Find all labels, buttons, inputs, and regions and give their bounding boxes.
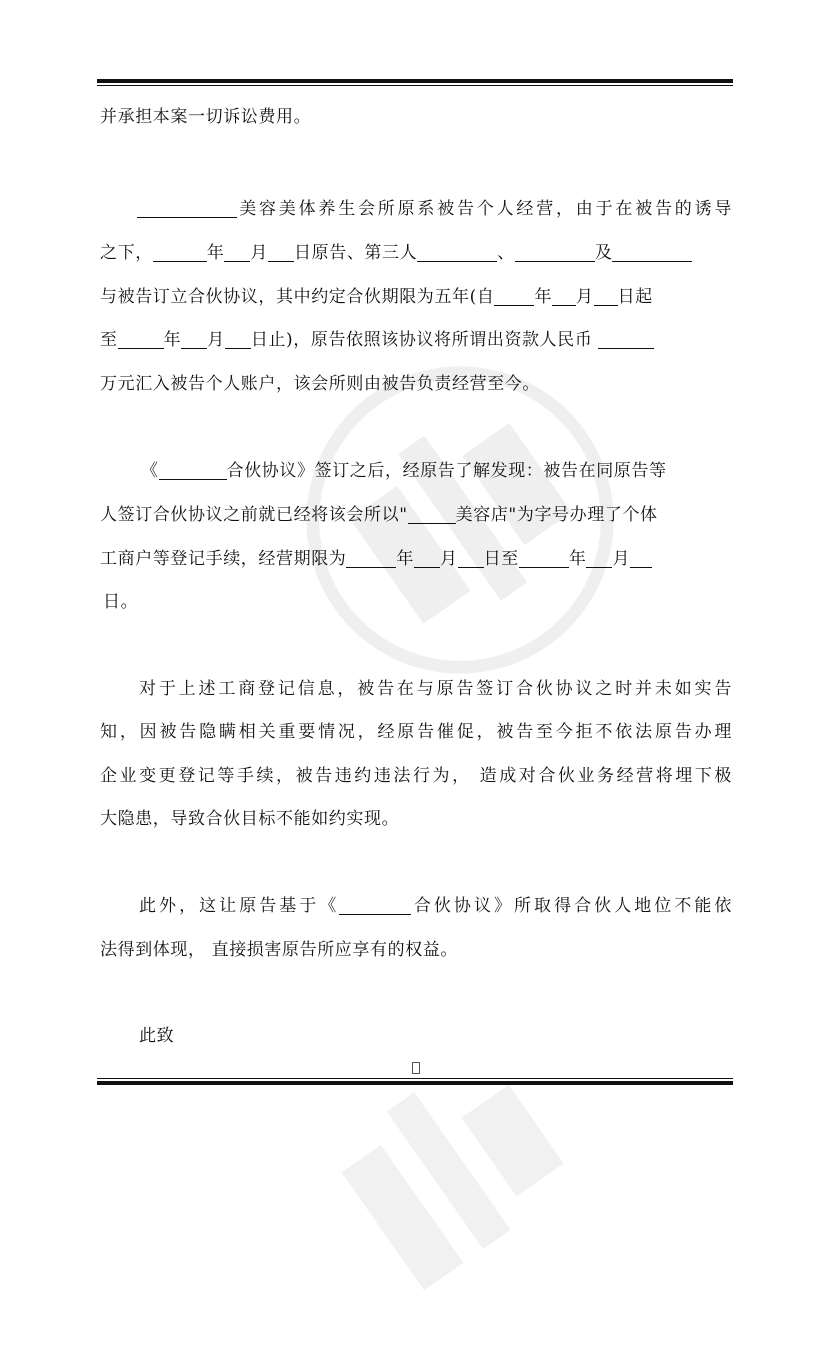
blank-field [346, 547, 396, 568]
p3-line4: 大隐患，导致合伙目标不能如约实现。 [100, 809, 400, 829]
watermark-logo-partial [294, 1009, 605, 1310]
header-rule-thick [97, 79, 733, 83]
blank-field [515, 241, 595, 262]
p5-line1: 此致 [139, 1026, 175, 1046]
blank-field [598, 328, 654, 349]
p1-line1: 美容美体养生会所原系被告个人经营，由于在被告的诱导 [100, 192, 732, 226]
blank-field [594, 285, 618, 306]
p1-line3: 与被告订立合伙协议，其中约定合伙期限为五年(自 年 月 日起 [100, 287, 653, 307]
p4-line2: 法得到体现， 直接损害原告所应享有的权益。 [100, 940, 459, 960]
p4-line1: 此外，这让原告基于《 合伙协议》所取得合伙人地位不能依 [139, 896, 732, 916]
header-rule-thin [97, 85, 733, 86]
p1-line5: 万元汇入被告个人账户，该会所则由被告负责经营至今。 [100, 374, 540, 394]
p2-line4: 日。 [103, 592, 139, 612]
blank-field [494, 285, 534, 306]
blank-field [586, 547, 612, 568]
blank-field [414, 547, 440, 568]
blank-field [417, 241, 497, 262]
blank-field [612, 241, 692, 262]
p1-line2: 之下， 年 月 日原告、第三人 、 及 [100, 236, 732, 270]
p3-line2: 知，因被告隐瞒相关重要情况，经原告催促，被告至今拒不依法原告办理 [100, 722, 732, 742]
blank-field [339, 894, 411, 915]
p3-line3: 企业变更登记等手续，被告违约违法行为， 造成对合伙业务经营将埋下极 [100, 766, 732, 786]
blank-field [118, 328, 164, 349]
footer-rule-thick [97, 1081, 733, 1085]
blank-field [153, 241, 207, 262]
blank-field [408, 503, 456, 524]
blank-field [225, 328, 251, 349]
blank-field [458, 547, 484, 568]
blank-field [137, 197, 237, 218]
blank-field [630, 547, 652, 568]
blank-field [552, 285, 576, 306]
blank-field [181, 328, 207, 349]
blank-field [519, 547, 569, 568]
footer-rule-thin [97, 1078, 733, 1079]
p2-line3: 工商户等登记手续，经营期限为 年 月 日至 年 月 [100, 542, 732, 576]
blank-field [159, 459, 227, 480]
p2-line1: 《 合伙协议》签订之后，经原告了解发现：被告在同原告等 [141, 461, 667, 481]
p2-line2: 人签订合伙协议之前就已经将该会所以" 美容店"为字号办理了个体 [100, 505, 658, 525]
p1-line4: 至 年 月 日止)，原告依照该协议将所谓出资款人民币 [100, 323, 732, 357]
p3-line1: 对于上述工商登记信息，被告在与原告签订合伙协议之时并未如实告 [139, 679, 732, 699]
blank-field [268, 241, 294, 262]
blank-field [224, 241, 250, 262]
page-number-box-icon [412, 1062, 420, 1074]
p0-line1: 并承担本案一切诉讼费用。 [100, 107, 312, 127]
